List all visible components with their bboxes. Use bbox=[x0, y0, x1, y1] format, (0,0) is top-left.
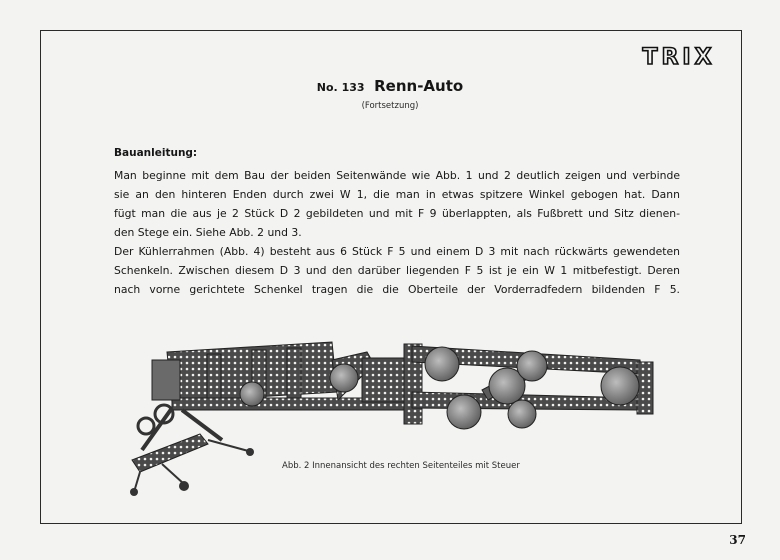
page-subtitle: (Fortsetzung) bbox=[361, 101, 419, 111]
model-name: Renn-Auto bbox=[374, 77, 464, 95]
page-number: 37 bbox=[729, 533, 746, 547]
instructions-heading: Bauanleitung: bbox=[114, 147, 198, 159]
instruction-line: sie an den hinteren Enden durch zwei W 1, die man in etwas spitzere Winkel gebogen hat. Dann bbox=[114, 188, 680, 201]
model-number: No. 133 bbox=[316, 81, 365, 94]
instructions-body bbox=[114, 166, 680, 299]
figure-caption: Abb. 2 Innenansicht des rechten Seitenteiles mit Steuer bbox=[282, 461, 520, 471]
instruction-line: fügt man die aus je 2 Stück D 2 gebildeten und mit F 9 überlappten, als Fußbrett und Sitz dienen- bbox=[114, 207, 680, 220]
trix-logo bbox=[631, 44, 727, 68]
instruction-line: nach vorne gerichtete Schenkel tragen die die Oberteile der Vorderradfedern bildenden F 5. bbox=[114, 283, 680, 296]
instruction-line: Man beginne mit dem Bau der beiden Seitenwände wie Abb. 1 und 2 deutlich zeigen und verbinde bbox=[114, 169, 680, 182]
figure-abb-2-side-panel bbox=[112, 330, 672, 502]
instruction-line: Der Kühlerrahmen (Abb. 4) besteht aus 6 Stück F 5 und einem D 3 mit nach rückwärts gewendeten bbox=[114, 245, 680, 258]
instruction-line: Schenkeln. Zwischen diesem D 3 und den darüber liegenden F 5 ist je ein W 1 mitbefestigt. Deren bbox=[114, 264, 680, 277]
page-title bbox=[0, 76, 780, 95]
instruction-line: den Stege ein. Siehe Abb. 2 und 3. bbox=[114, 226, 302, 239]
trix-logo-text: TRIX bbox=[642, 45, 716, 68]
meccano-chassis-illustration bbox=[130, 342, 653, 496]
